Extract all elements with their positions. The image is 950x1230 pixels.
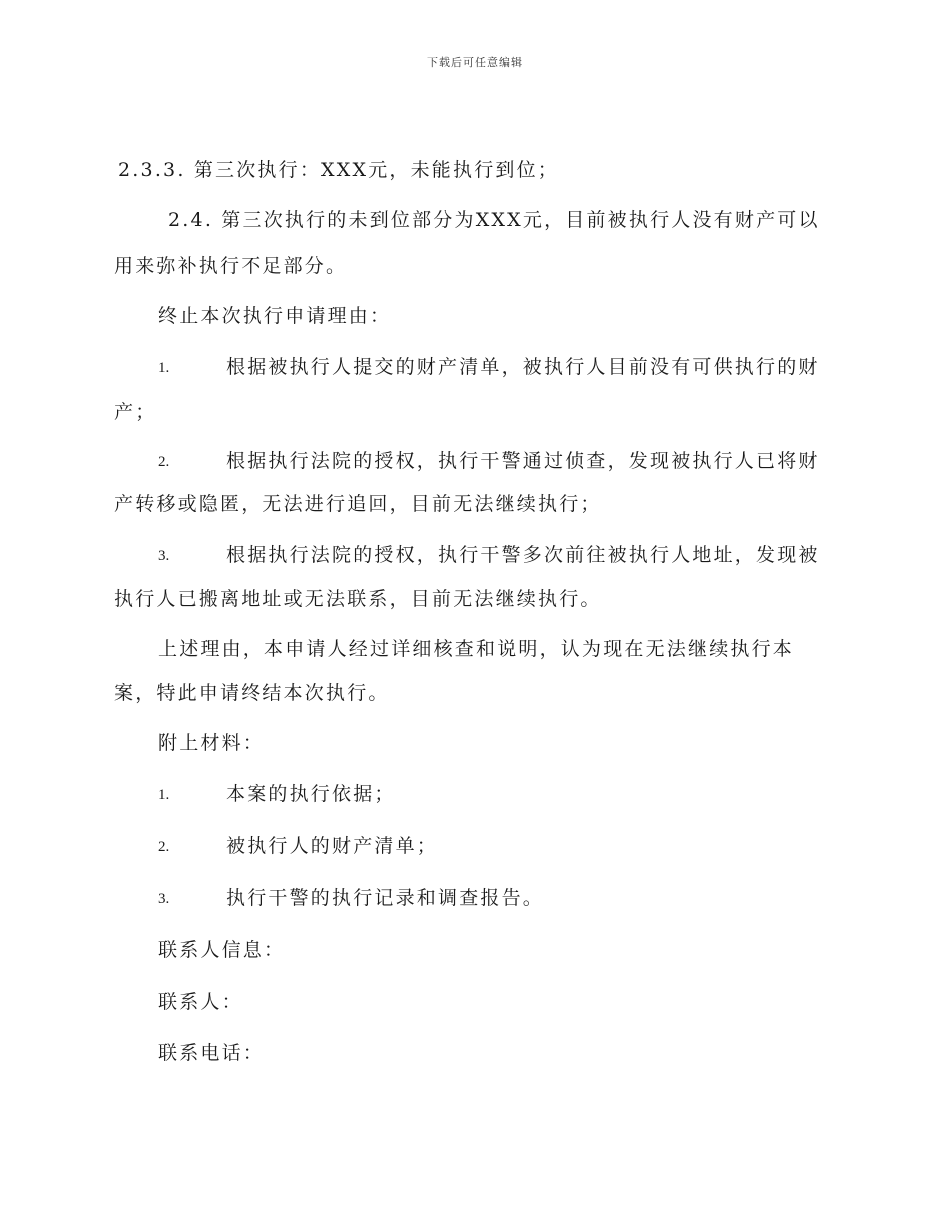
- attachment-1-text: 本案的执行依据；: [226, 783, 396, 805]
- reason-3-line1: 根据执行法院的授权，执行干警多次前往被执行人地址，发现被: [226, 544, 820, 566]
- conclusion-line1: 上述理由，本申请人经过详细核查和说明，认为现在无法继续执行本: [158, 638, 795, 660]
- attachment-1-number: 1.: [158, 787, 170, 803]
- section-title-reasons: 终止本次执行申请理由：: [158, 305, 392, 327]
- paragraph-third-execution: 2.3.3. 第三次执行：XXX元，未能执行到位；: [118, 159, 560, 181]
- paragraph-unpaid-line2: 用来弥补执行不足部分。: [114, 255, 348, 277]
- section-title-attachments: 附上材料：: [158, 732, 265, 754]
- paragraph-unpaid-line1: 2.4. 第三次执行的未到位部分为XXX元，目前被执行人没有财产可以: [168, 209, 820, 231]
- reason-2-number: 2.: [158, 454, 170, 470]
- reason-3-number: 3.: [158, 548, 170, 564]
- reason-1-line1: 根据被执行人提交的财产清单，被执行人目前没有可供执行的财: [226, 356, 820, 378]
- contact-person-label: 联系人：: [158, 991, 243, 1013]
- page-header: 下载后可任意编辑: [427, 56, 523, 69]
- reason-2-line1: 根据执行法院的授权，执行干警通过侦查，发现被执行人已将财: [226, 450, 820, 472]
- attachment-2-text: 被执行人的财产清单；: [226, 835, 439, 857]
- conclusion-line2: 案，特此申请终结本次执行。: [114, 682, 390, 704]
- attachment-3-number: 3.: [158, 891, 170, 907]
- reason-3-line2: 执行人已搬离地址或无法联系，目前无法继续执行。: [114, 588, 602, 610]
- reason-1-line2: 产；: [114, 401, 157, 423]
- reason-2-line2: 产转移或隐匿，无法进行追回，目前无法继续执行；: [114, 493, 602, 515]
- contact-phone-label: 联系电话：: [158, 1042, 265, 1064]
- attachment-3-text: 执行干警的执行记录和调查报告。: [226, 887, 545, 909]
- attachment-2-number: 2.: [158, 839, 170, 855]
- section-title-contact: 联系人信息：: [158, 939, 286, 961]
- reason-1-number: 1.: [158, 360, 170, 376]
